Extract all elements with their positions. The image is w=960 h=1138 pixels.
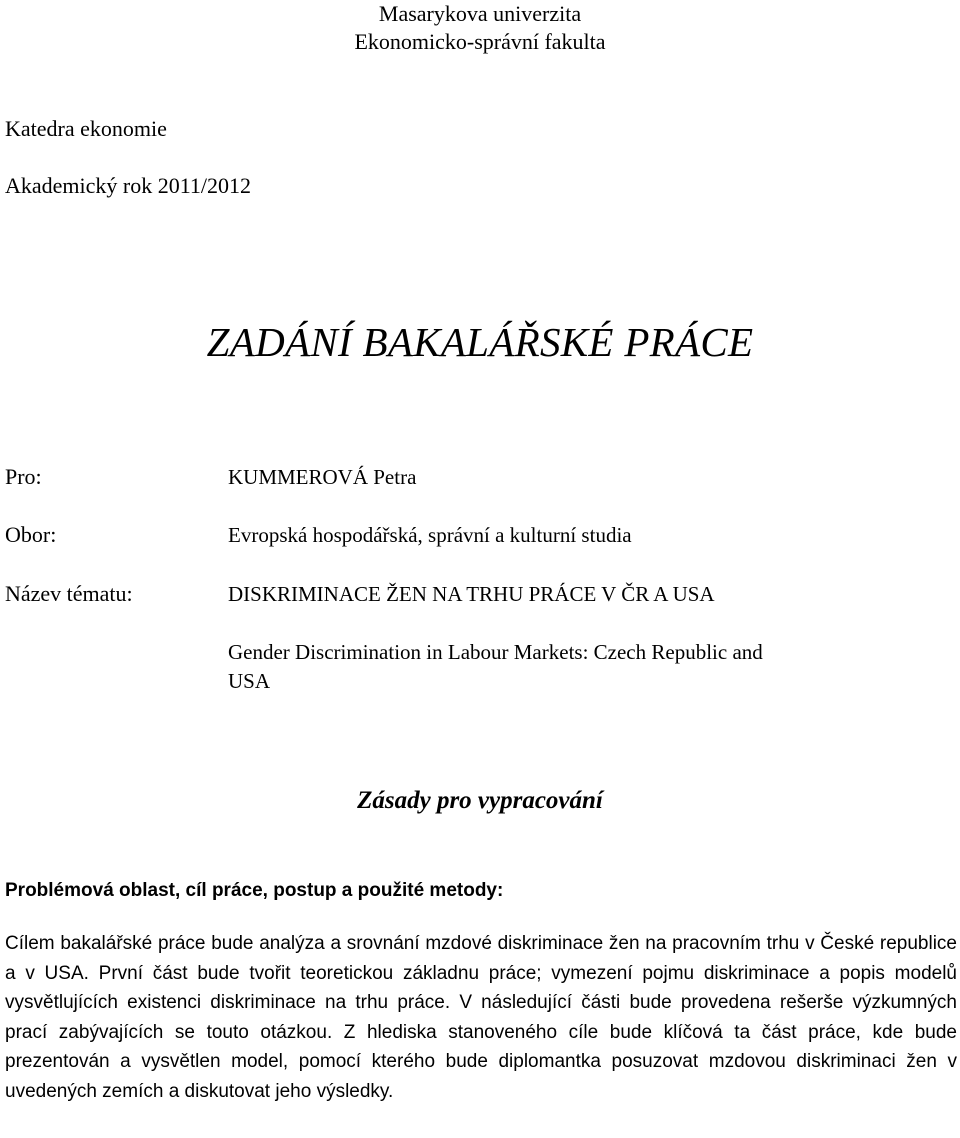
university-name: Masarykova univerzita xyxy=(378,1,582,26)
section-heading: Zásady pro vypracování xyxy=(357,787,603,814)
topic-label: Název tématu: xyxy=(5,581,133,606)
field-label: Obor: xyxy=(5,522,57,547)
field-of-study: Evropská hospodářská, správní a kulturní studia xyxy=(228,523,632,547)
student-name: KUMMEROVÁ Petra xyxy=(228,465,417,489)
document-title: ZADÁNÍ BAKALÁŘSKÉ PRÁCE xyxy=(206,319,754,365)
topic-title-cz: DISKRIMINACE ŽEN NA TRHU PRÁCE V ČR A USA xyxy=(228,582,715,606)
for-label: Pro: xyxy=(5,464,42,489)
department: Katedra ekonomie xyxy=(5,116,167,141)
topic-title-en-line1: Gender Discrimination in Labour Markets: Czech Republic and xyxy=(228,640,763,664)
faculty-name: Ekonomicko-správní fakulta xyxy=(354,29,606,54)
section-subheading: Problémová oblast, cíl práce, postup a použité metody: xyxy=(5,880,504,901)
topic-title-en-line2: USA xyxy=(228,669,271,693)
body-text xyxy=(5,929,957,1107)
academic-year: Akademický rok 2011/2012 xyxy=(5,173,252,198)
body-paragraph: Cílem bakalářské práce bude analýza a srovnání mzdové diskriminace žen na pracovním trhu v České republice a v USA. První část bude tvořit teoretickou základnu práce; vymezení pojmu diskriminace a popis modelů vysvětlujících existenci diskriminace na trhu práce. V následující části bude provedena rešerše výzkumných prací zabývajících se touto otázkou. Z hlediska stanoveného cíle bude klíčová ta část práce, kde bude prezentován a vysvětlen model, pomocí kterého bude diplomantka posuzovat mzdovou diskriminaci žen v uvedených zemích a diskutovat jeho výsledky. xyxy=(5,933,957,1102)
